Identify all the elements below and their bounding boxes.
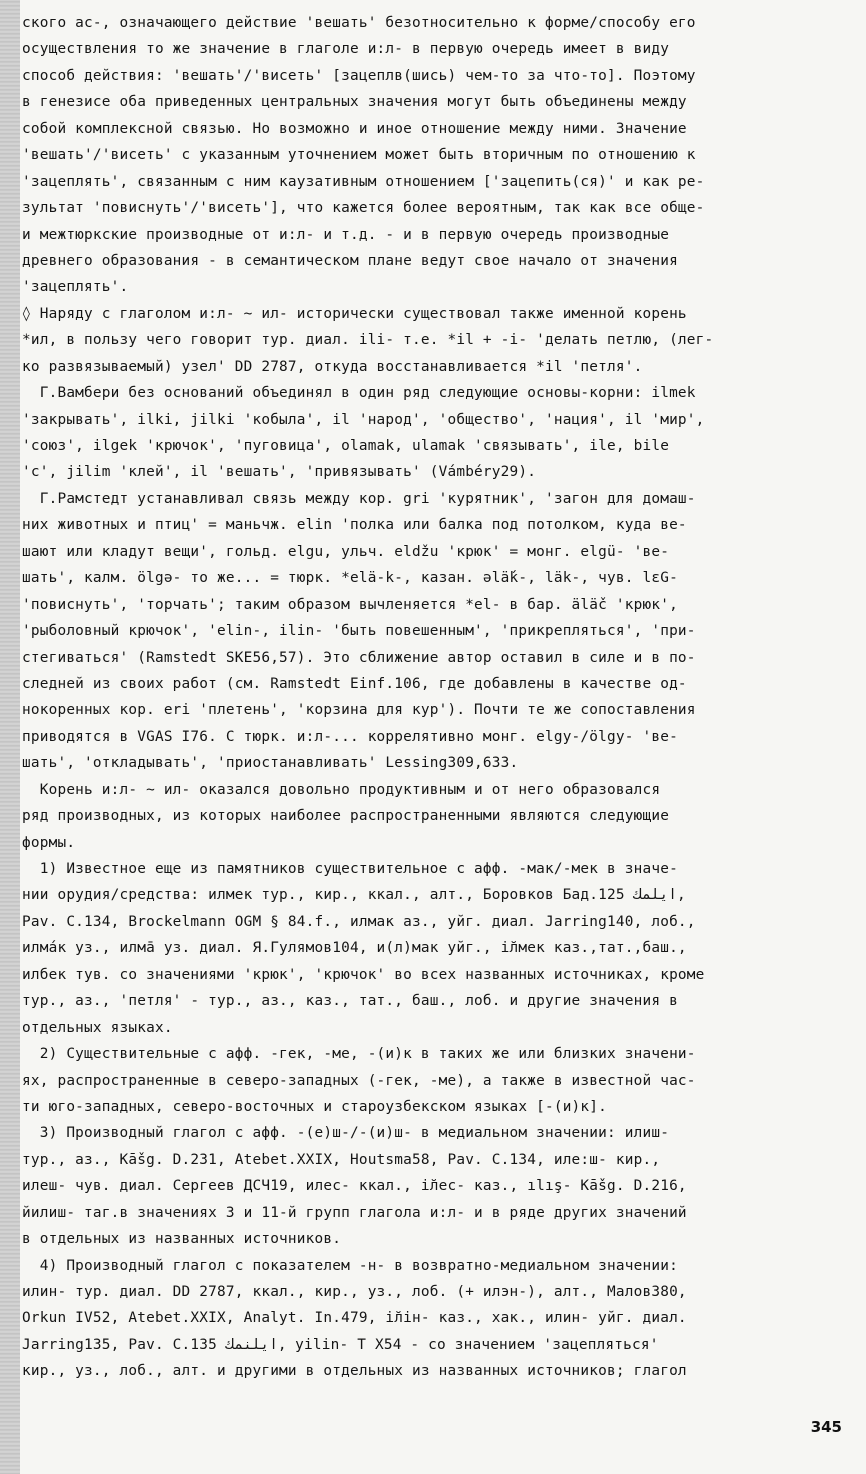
text-line: формы. (22, 834, 76, 851)
text-line: 4) Производный глагол с показателем -н- в возвратно-медиальном значении: (22, 1257, 678, 1274)
text-line: них животных и птиц' = маньчж. elin 'полка или балка под потолком, куда ве- (22, 517, 687, 534)
scan-edge (0, 0, 20, 1474)
text-line: йилиш- таг.в значениях 3 и 11-й групп глагола и:л- и в ряде других значений (22, 1204, 687, 1221)
text-line: тур., аз., Kāšg. D.231, Atebet.XXIX, Houtsma58, Pav. C.134, иле:ш- кир., (22, 1151, 661, 1168)
text-line: шают или кладут вещи', гольд. elgu, ульч. eldžu 'крюк' = монг. elgü- 'ве- (22, 543, 670, 560)
text-line: 'вешать'/'висеть' с указанным уточнением может быть вторичным по отношению к (22, 147, 696, 164)
text-line: 3) Производный глагол с афф. -(е)ш-/-(и)ш- в медиальном значении: илиш- (22, 1125, 670, 1142)
text-line: кир., уз., лоб., алт. и другими в отдельных из названных источников; глагол (22, 1363, 687, 1380)
text-line: 'союз', ilgek 'крючок', 'пуговица', olamak, ulamak 'связывать', ile, bile (22, 438, 670, 454)
text-line: илеш- чув. диал. Сергеев ДСЧ19, илес- ккал., і̆лес- каз., ılış- Kāšg. D.216, (22, 1178, 687, 1195)
text-line: тур., аз., 'петля' - тур., аз., каз., тат., баш., лоб. и другие значения в (22, 993, 678, 1010)
text-line: ти юго-западных, северо-восточных и староузбекском языках [-(и)к]. (22, 1098, 608, 1115)
text-line: Г.Вамбери без оснований объединял в один ряд следующие основы-корни: ilmek (22, 385, 696, 402)
text-line: зультат 'повиснуть'/'висеть'], что кажется более вероятным, так как все обще- (22, 200, 705, 217)
text-line: 'зацеплять'. (22, 279, 129, 296)
text-line: 'с', jilim 'клей', il 'вешать', 'привязывать' (Vámbéry29). (22, 464, 537, 481)
text-line: Orkun IV52, Atebet.XXIX, Analyt. In.479, і̆лін- каз., хак., илин- уйг. диал. (22, 1310, 687, 1327)
text-line: 1) Известное еще из памятников существительное с афф. -мак/-мек в значе- (22, 861, 678, 877)
text-line: в отдельных из названных источников. (22, 1231, 342, 1248)
text-line: нокоренных кор. eri 'плетень', 'корзина для кур'). Почти те же сопоставления (22, 702, 696, 719)
text-line: илма́к уз., илма̄ уз. диал. Я.Гулямов104, и(л)мак уйг., і̆лмек каз.,тат.,баш., (22, 940, 687, 957)
text-line: Г.Рамстедт устанавливал связь между кор. gri 'курятник', 'загон для домаш- (22, 490, 696, 507)
text-line: 'закрывать', ilki, jilki 'кобыла', il 'народ', 'общество', 'нация', il 'мир', (22, 411, 705, 428)
text-line: Jarring135, Pav. C.135 ايلنمك, yilin- Т X54 - со значением 'зацепляться' (22, 1336, 659, 1353)
text-line: ского ас-, означающего действие 'вешать' безотносительно к форме/способу его (22, 15, 696, 31)
text-line: ях, распространенные в северо-западных (-гек, -ме), а также в известной час- (22, 1072, 696, 1089)
text-line: следней из своих работ (см. Ramstedt Einf.106, где добавлены в качестве од- (22, 675, 687, 692)
page-text (22, 10, 852, 1385)
text-line: собой комплексной связью. Но возможно и иное отношение между ними. Значение (22, 120, 687, 137)
text-line: отдельных языках. (22, 1019, 173, 1036)
text-line: стегиваться' (Ramstedt SKE56,57). Это сближение автор оставил в силе и в по- (22, 649, 696, 666)
page-number: 345 (810, 1418, 842, 1436)
text-line: 'рыболовный крючок', 'elin-, ilin- 'быть повешенным', 'прикрепляться', 'при- (22, 623, 696, 640)
text-line: илбек тув. со значениями 'крюк', 'крючок' во всех названных источниках, кроме (22, 966, 705, 983)
text-line: Корень и:л- ~ ил- оказался довольно продуктивным и от него образовался (22, 781, 661, 798)
text-line: ◊ Наряду с глаголом и:л- ~ ил- исторически существовал также именной корень (22, 305, 687, 322)
text-line: шать', 'откладывать', 'приостанавливать' Lessing309,633. (22, 755, 519, 772)
text-line: шать', калм. ölgə- то же... = тюрк. *elä-k-, казан. əlä́k-, läk-, чув. lεG- (22, 570, 678, 587)
text-line: ряд производных, из которых наиболее распространенными являются следующие (22, 808, 670, 825)
text-line: в генезисе оба приведенных центральных значения могут быть объединены между (22, 94, 687, 111)
text-line: 2) Существительные с афф. -гек, -ме, -(и)к в таких же или близких значени- (22, 1046, 696, 1063)
text-line: и межтюркские производные от и:л- и т.д. - и в первую очередь производные (22, 226, 670, 243)
text-line: осуществления то же значение в глаголе и:л- в первую очередь имеет в виду (22, 41, 670, 58)
text-line: 'повиснуть', 'торчать'; таким образом вычленяется *el- в бар. äläč 'крюк', (22, 596, 678, 613)
text-line: илин- тур. диал. DD 2787, ккал., кир., уз., лоб. (+ илэн-), алт., Малов380, (22, 1284, 687, 1300)
text-line: Pav. C.134, Brockelmann OGM § 84.f., илмак аз., уйг. диал. Jarring140, лоб., (22, 913, 696, 930)
text-line: древнего образования - в семантическом плане ведут свое начало от значения (22, 252, 678, 269)
text-line: нии орудия/средства: илмек тур., кир., ккал., алт., Боровков Бад.125 ايلمك, (22, 887, 686, 904)
text-line: 'зацеплять', связанным с ним каузативным отношением ['зацепить(ся)' и как ре- (22, 173, 705, 190)
text-line: ко развязываемый) узел' DD 2787, откуда восстанавливается *il 'петля'. (22, 358, 643, 375)
text-line: приводятся в VGAS I76. С тюрк. и:л-... коррелятивно монг. elgy-/ölgy- 'ве- (22, 728, 678, 745)
text-line: способ действия: 'вешать'/'висеть' [зацеплв(шись) чем-то за что-то]. Поэтому (22, 67, 696, 84)
text-line: *ил, в пользу чего говорит тур. диал. ili- т.е. *il + -i- 'делать петлю, (лег- (22, 332, 714, 349)
